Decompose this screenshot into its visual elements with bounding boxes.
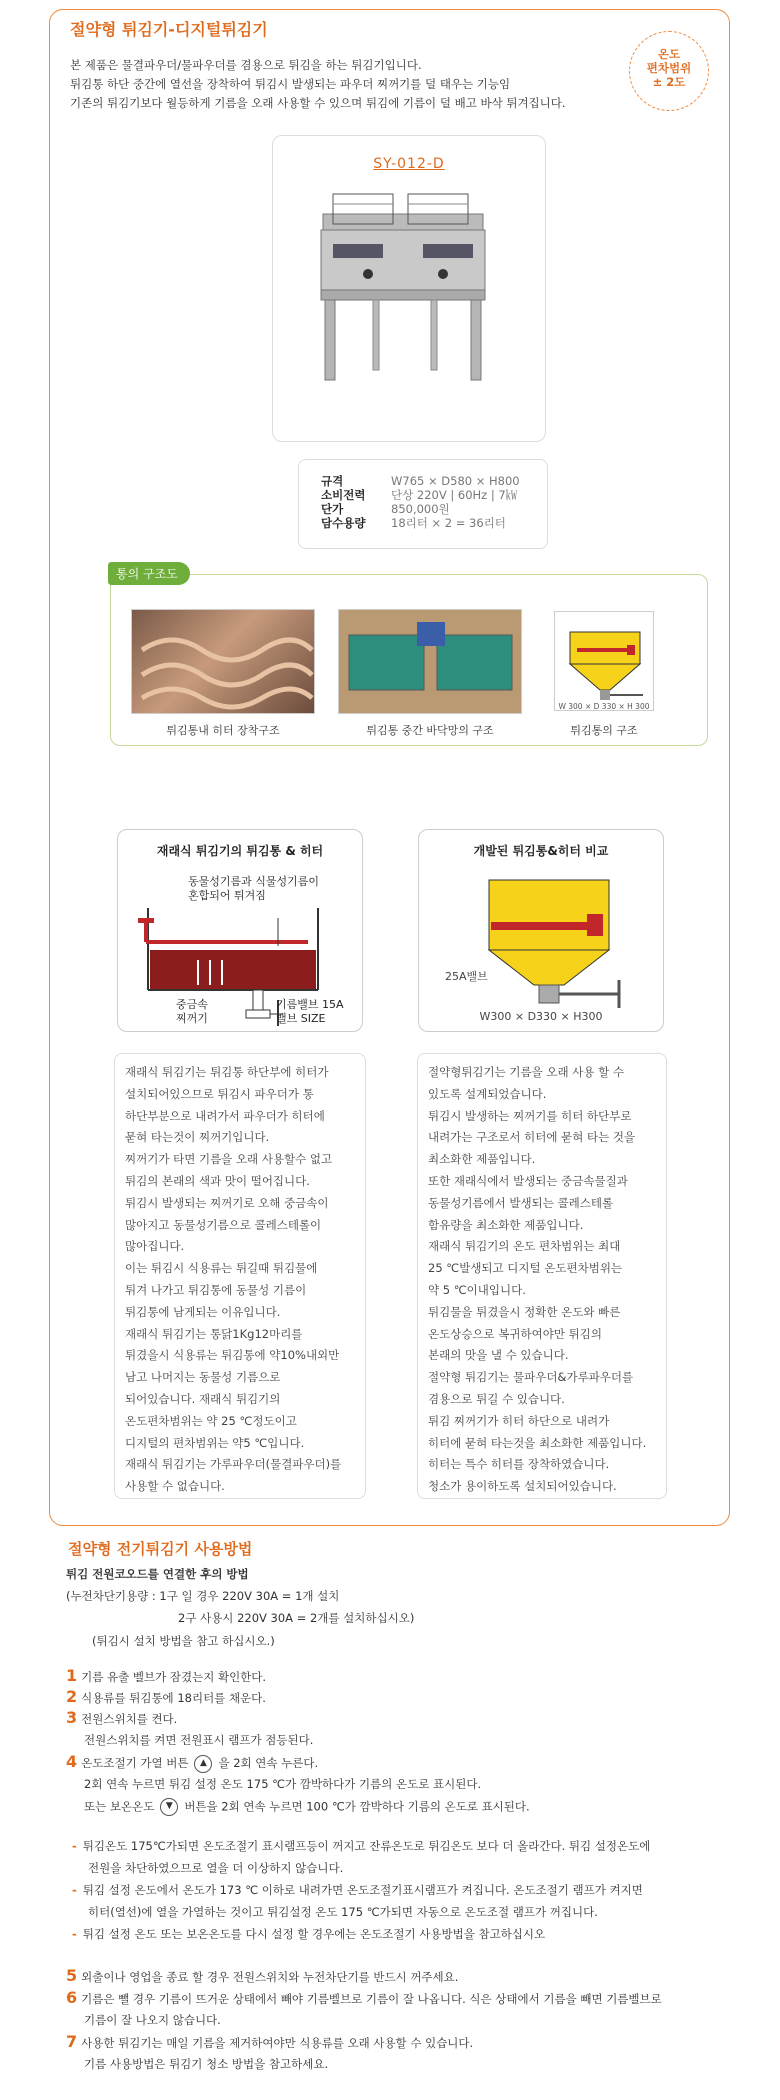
- note-text: 튀김 설정 온도 또는 보온온도를 다시 설정 할 경우에는 온도조절기 사용방법을 참고하십시오: [82, 1927, 546, 1941]
- text-line: 설치되어있으므로 튀김시 파우더가 통: [125, 1086, 314, 1101]
- step-text: 또는 보온온도: [84, 1799, 155, 1814]
- text-line: 함유량을 최소화한 제품입니다.: [428, 1217, 584, 1232]
- text-line: 튀김통에 남게되는 이유입니다.: [125, 1304, 281, 1319]
- spec-value: 850,000원: [391, 502, 450, 516]
- step-1: [66, 1666, 266, 1685]
- text-line: 본래의 맛을 낼 수 있습니다.: [428, 1348, 569, 1363]
- step-text: 기름은 뺄 경우 기름이 뜨거운 상태에서 빼야 기름벨브로 기름이 잘 나옵니다. 식은 상태에서 기름을 빼면 기름벨브로: [81, 1992, 662, 2006]
- breaker-note: (튀김시 설치 방법을 참고 하십시오.): [92, 1634, 275, 1648]
- new-fryer-diagram: [418, 829, 664, 1032]
- text-line: 절약형튀김기는 기름을 오래 사용 할 수: [428, 1065, 625, 1079]
- breaker-line: 2구 사용시 220V 30A = 2개를 설치하십시오): [178, 1611, 415, 1625]
- text-line: 약 5 ℃이내입니다.: [428, 1282, 526, 1297]
- spec-value: W765 × D580 × H800: [391, 474, 520, 488]
- caption-mesh: 튀김통 중간 바닥망의 구조: [366, 724, 494, 737]
- old-fryer-title: 재래식 튀김기의 튀김통 & 히터: [156, 844, 324, 858]
- step-number: 6: [66, 1988, 78, 2007]
- step-6: [66, 1988, 662, 2007]
- text-line: 또한 재래식에서 발생되는 중금속물질과: [428, 1173, 628, 1188]
- step-text: 기름 유출 벨브가 잠겼는지 확인한다.: [81, 1670, 267, 1684]
- text-line: 온도상승으로 복귀하여야만 튀김의: [428, 1326, 602, 1341]
- step-text: 버튼을 2회 연속 누르면 100 ℃가 깜박하다 기름의 온도로 표시된다.: [184, 1799, 530, 1814]
- text-line: 튀김 찌꺼기가 히터 하단으로 내려가: [428, 1413, 610, 1428]
- step-text: 외출이나 영업을 종료 할 경우 전원스위치와 누전차단기를 반드시 꺼주세요.: [81, 1970, 459, 1984]
- fryer-image: [273, 184, 545, 424]
- heater-coil-image: [132, 610, 315, 714]
- old-fryer-label-sediment: [176, 998, 208, 1026]
- text-line: 절약형 튀김기는 물파우더&가루파우더를: [428, 1370, 634, 1385]
- text-line: 25 ℃발생되고 디지털 온도편차범위는: [428, 1261, 623, 1276]
- spec-key: 단가: [321, 502, 344, 516]
- new-fryer-svg: [419, 830, 665, 1033]
- step-7-cont: 기름 사용방법은 튀김기 청소 방법을 참고하세요.: [84, 2057, 329, 2071]
- spec-key: 소비전력: [321, 488, 366, 502]
- step-6-cont: 기름이 잘 나오지 않습니다.: [84, 2013, 221, 2027]
- text-line: 히터에 묻혀 타는것을 최소화한 제품입니다.: [428, 1435, 647, 1450]
- step-4: [66, 1752, 318, 1773]
- step-number: 4: [66, 1752, 78, 1771]
- new-fryer-description: [417, 1053, 667, 1499]
- mesh-photo: [338, 609, 522, 714]
- spec-table: [298, 459, 548, 549]
- note-2-cont: 히터(열선)에 열을 가열하는 것이고 튀김설정 온도 175 ℃가되면 자동으로 온도조절 램프가 꺼집니다.: [88, 1905, 598, 1919]
- up-button-icon: ▲: [194, 1755, 212, 1773]
- spec-value: 18리터 × 2 = 36리터: [391, 516, 506, 530]
- text-line: 튀김시 발생하는 찌꺼기를 히터 하단부로: [428, 1108, 632, 1123]
- mesh-image: [339, 610, 522, 714]
- note-3: [72, 1926, 545, 1942]
- note-2: [72, 1882, 643, 1898]
- tank-dim-label: W 300 × D 330 × H 300: [558, 702, 650, 711]
- step-5: [66, 1966, 458, 1985]
- dash-icon: -: [72, 1927, 77, 1941]
- old-fryer-diagram: [117, 829, 363, 1032]
- text-line: 히터는 특수 히터를 장착하였습니다.: [428, 1457, 610, 1472]
- usage-title: 절약형 전기튀김기 사용방법: [68, 1540, 253, 1558]
- intro-line: 기존의 튀김기보다 월등하게 기름을 오래 사용할 수 있으며 튀김에 기름이 덜 배고 바삭 튀겨집니다.: [70, 96, 566, 110]
- spec-row: [321, 516, 547, 530]
- text-line: 튀겼을시 식용류는 튀김통에 약10%내외만: [125, 1348, 340, 1363]
- text-line: 재래식 튀김기는 튀김통 하단부에 히터가: [125, 1065, 329, 1079]
- step-2: [66, 1687, 266, 1706]
- text-line: 되어있습니다. 재래식 튀김기의: [125, 1391, 281, 1406]
- page-title: 절약형 튀김기-디지털튀김기: [70, 20, 268, 39]
- step-text: 식용류를 튀김통에 18리터를 채운다.: [81, 1691, 266, 1705]
- text-line: 내려가는 구조로서 히터에 묻혀 타는 것을: [428, 1130, 636, 1145]
- old-fryer-label-valve: [276, 998, 344, 1026]
- text-line: 사용할 수 없습니다.: [125, 1479, 225, 1494]
- spec-row: [321, 502, 547, 516]
- step-4-detail: [84, 1798, 530, 1816]
- tank-diagram: [554, 611, 654, 711]
- caption-heater: 튀김통내 히터 장착구조: [166, 724, 280, 737]
- text-line: 재래식 튀김기는 통닭1Kg12마리를: [125, 1326, 303, 1341]
- text-line: 디지털의 편차범위는 약5 ℃입니다.: [125, 1435, 305, 1450]
- step-number: 5: [66, 1966, 78, 1985]
- text-line: 튀김시 발생되는 찌꺼기로 오해 중금속이: [125, 1195, 329, 1210]
- breaker-line: (누전차단기용량 : 1구 일 경우 220V 30A = 1개 설치: [66, 1589, 340, 1603]
- dash-icon: -: [72, 1883, 77, 1897]
- step-number: 7: [66, 2032, 78, 2051]
- spec-key: 규격: [321, 474, 344, 488]
- old-fryer-label-top: [188, 875, 319, 903]
- badge-line: 편차범위: [646, 61, 692, 75]
- text-line: 튀김의 본래의 색과 맛이 떨어집니다.: [125, 1173, 310, 1188]
- new-fryer-dims: W300 × D330 × H300: [479, 1010, 603, 1023]
- structure-tab: 통의 구조도: [108, 562, 190, 585]
- note-text: 튀김 설정 온도에서 온도가 173 ℃ 이하로 내려가면 온도조절기표시램프가 켜집니다. 온도조절기 램프가 켜지면: [82, 1883, 643, 1897]
- text-line: 많아지고 동물성기름으로 콜레스테롤이: [125, 1217, 322, 1232]
- product-photo-box: [272, 135, 546, 442]
- step-3-detail: 전원스위치를 켜면 전원표시 램프가 점등된다.: [84, 1733, 314, 1747]
- step-text: 전원스위치를 켠다.: [81, 1712, 178, 1726]
- text-line: 최소화한 제품입니다.: [428, 1152, 536, 1167]
- heater-photo: [131, 609, 315, 714]
- step-number: 2: [66, 1687, 78, 1706]
- note-1: [72, 1838, 650, 1854]
- label-line: 중금속: [176, 998, 208, 1011]
- old-fryer-description: [114, 1053, 366, 1499]
- text-line: 겸용으로 튀길 수 있습니다.: [428, 1391, 565, 1406]
- text-line: 하단부분으로 내려가서 파우더가 히터에: [125, 1108, 325, 1123]
- label-line: 기름밸브 15A: [276, 998, 344, 1011]
- temp-badge: [629, 31, 709, 111]
- model-name: SY-012-D: [373, 156, 445, 172]
- tank-image: [555, 612, 654, 711]
- intro-line: 튀김통 하단 중간에 열선을 장착하여 튀김시 발생되는 파우더 찌꺼기를 덜 태우는 기능임: [70, 77, 511, 91]
- spec-row: [321, 488, 547, 502]
- text-line: 찌꺼기가 타면 기름을 오래 사용할수 없고: [125, 1152, 333, 1167]
- badge-line: ± 2도: [652, 75, 686, 89]
- note-1-cont: 전원을 차단하였으므로 열을 더 이상하지 않습니다.: [88, 1861, 344, 1875]
- label-line: 찌꺼기: [176, 1012, 208, 1025]
- text-line: 튀김물을 튀겼을시 정확한 온도와 빠른: [428, 1304, 621, 1319]
- text-line: 이는 튀김시 식용류는 튀길때 튀김물에: [125, 1261, 318, 1276]
- step-number: 3: [66, 1708, 78, 1727]
- step-text: 을 2회 연속 누른다.: [218, 1756, 319, 1770]
- label-line: 동물성기름과 식물성기름이: [188, 875, 320, 888]
- text-line: 묻혀 타는것이 찌꺼기입니다.: [125, 1130, 270, 1145]
- label-line: 혼합되어 튀겨짐: [188, 889, 266, 902]
- text-line: 재래식 튀김기의 온도 편차범위는 최대: [428, 1239, 621, 1254]
- text-line: 재래식 튀김기는 가루파우더(물결파우더)를: [125, 1457, 342, 1472]
- label-line: 밸브 SIZE: [276, 1012, 326, 1025]
- text-line: 있도록 설계되었습니다.: [428, 1086, 547, 1101]
- step-number: 1: [66, 1666, 78, 1685]
- step-4-detail: 2회 연속 누르면 튀김 설정 온도 175 ℃가 깜박하다가 기름의 온도로 표시된다.: [84, 1777, 482, 1791]
- new-fryer-title: 개발된 튀김통&히터 비교: [473, 844, 609, 858]
- down-button-icon: ▼: [160, 1798, 178, 1816]
- text-line: 많아집니다.: [125, 1239, 185, 1254]
- step-3: [66, 1708, 177, 1727]
- step-text: 온도조절기 가열 버튼: [81, 1756, 189, 1770]
- intro-text: [70, 56, 630, 113]
- note-text: 튀김온도 175℃가되면 온도조절기 표시램프등이 꺼지고 잔류온도로 튀김온도 보다 더 올라간다. 튀김 설정온도에: [82, 1839, 651, 1853]
- step-text: 사용한 튀김기는 매일 기름을 제거하여야만 식용류를 오래 사용할 수 있습니다.: [81, 2036, 474, 2050]
- step-7: [66, 2032, 473, 2051]
- text-line: 청소가 용이하도록 설치되어있습니다.: [428, 1479, 617, 1494]
- dash-icon: -: [72, 1839, 77, 1853]
- text-line: 남고 나머지는 동물성 기름으로: [125, 1370, 281, 1385]
- intro-line: 본 제품은 물결파우더/물파우더를 겸용으로 튀김을 하는 튀김기입니다.: [70, 58, 422, 72]
- usage-subtitle: 튀김 전원코오드를 연결한 후의 방법: [66, 1567, 249, 1581]
- badge-line: 온도: [657, 47, 681, 61]
- spec-row: [321, 474, 547, 488]
- text-line: 동물성기름에서 발생되는 콜레스테롤: [428, 1195, 614, 1210]
- text-line: 튀겨 나가고 튀김통에 동물성 기름이: [125, 1282, 307, 1297]
- spec-value: 단상 220V | 60Hz | 7㎾: [391, 488, 518, 502]
- text-line: 온도편차범위는 약 25 ℃정도이고: [125, 1413, 297, 1428]
- new-fryer-valve-label: 25A밸브: [445, 970, 488, 983]
- spec-key: 담수용량: [321, 516, 366, 530]
- caption-tank: 튀김통의 구조: [570, 724, 638, 737]
